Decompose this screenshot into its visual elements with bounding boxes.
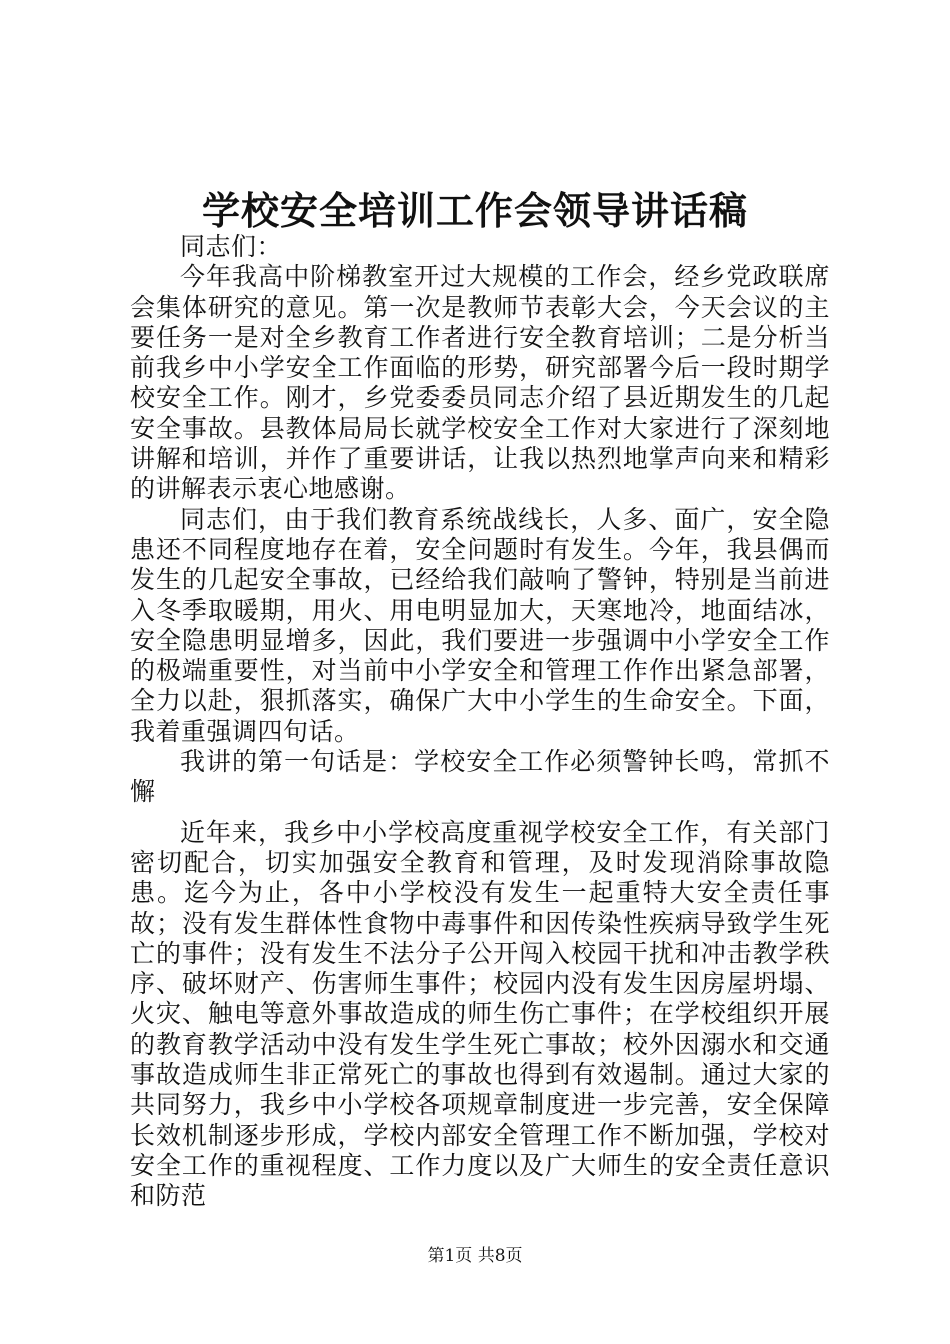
section-heading: 我讲的第一句话是：学校安全工作必须警钟长鸣，常抓不懈 (130, 747, 830, 807)
paragraph-intro: 今年我高中阶梯教室开过大规模的工作会，经乡党政联席会集体研究的意见。第一次是教师节表彰大会，今天会议的主要任务一是对全乡教育工作者进行安全教育培训；二是分析当前我乡中小学安全工作面临的形势，研究部署今后一段时期学校安全工作。刚才，乡党委委员同志介绍了县近期发生的几起安全事故。县教体局局长就学校安全工作对大家进行了深刻地讲解和培训，并作了重要讲话，让我以热烈地掌声向来和精彩的讲解表示衷心地感谢。 (130, 262, 830, 504)
paragraph-section-one: 近年来，我乡中小学校高度重视学校安全工作，有关部门密切配合，切实加强安全教育和管理，及时发现消除事故隐患。迄今为止，各中小学校没有发生一起重特大安全责任事故；没有发生群体性食物中毒事件和因传染性疾病导致学生死亡的事件；没有发生不法分子公开闯入校园干扰和冲击教学秩序、破坏财产、伤害师生事件；校园内没有发生因房屋坍塌、火灾、触电等意外事故造成的师生伤亡事件；在学校组织开展的教育教学活动中没有发生学生死亡事故；校外因溺水和交通事故造成师生非正常死亡的事故也得到有效遏制。通过大家的共同努力，我乡中小学校各项规章制度进一步完善，安全保障长效机制逐步形成，学校内部安全管理工作不断加强，学校对安全工作的重视程度、工作力度以及广大师生的安全责任意识和防范 (130, 817, 830, 1211)
page-footer: 第1页 共8页 (427, 1246, 523, 1266)
salutation: 同志们： (180, 232, 283, 261)
document-title: 学校安全培训工作会领导讲话稿 (201, 188, 748, 233)
document-body (130, 232, 830, 1212)
paragraph-situation: 同志们，由于我们教育系统战线长，人多、面广，安全隐患还不同程度地存在着，安全问题时有发生。今年，我县偶而发生的几起安全事故，已经给我们敲响了警钟，特别是当前进入冬季取暖期，用火、用电明显加大，天寒地冷，地面结冰，安全隐患明显增多，因此，我们要进一步强调中小学安全工作的极端重要性，对当前中小学安全和管理工作作出紧急部署，全力以赴，狠抓落实，确保广大中小学生的生命安全。下面，我着重强调四句话。 (130, 504, 830, 746)
